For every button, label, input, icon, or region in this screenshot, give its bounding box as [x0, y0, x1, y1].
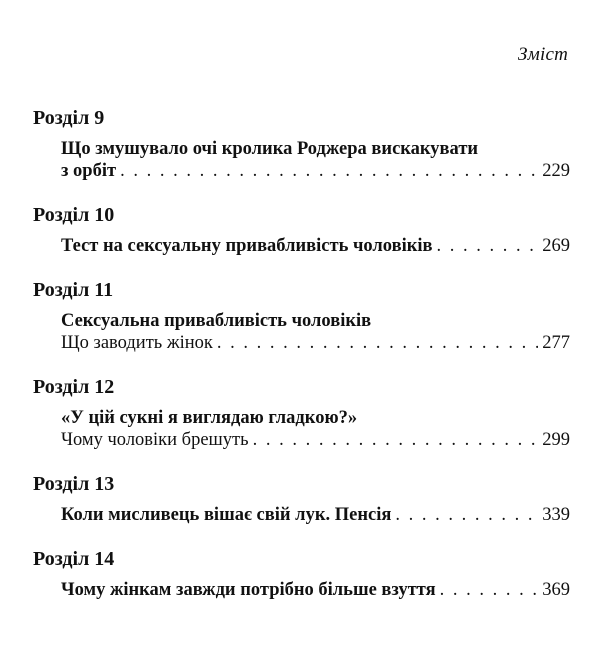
entry-subtitle: Чому чоловіки брешуть: [61, 430, 249, 450]
entry-title-line: Чому жінкам завжди потрібно більше взуття: [61, 580, 436, 600]
toc-entry[interactable]: [61, 138, 570, 182]
chapter-label: Розділ 12: [33, 376, 115, 398]
running-head: Зміст: [518, 44, 568, 65]
toc-entry[interactable]: [61, 407, 570, 451]
page-number: 269: [542, 236, 570, 256]
entry-leader-line: [61, 160, 570, 182]
toc-chapter-12: [33, 375, 570, 451]
entry-title-line: Коли мисливець вішає свій лук. Пенсія: [61, 505, 392, 525]
page-number: 369: [542, 580, 570, 600]
dot-leader: [253, 429, 539, 451]
dot-leader: [437, 235, 539, 257]
entry-leader-line: [61, 429, 570, 451]
entry-title-line: з орбіт: [61, 161, 117, 181]
dot-leader: [120, 160, 538, 182]
entry-title-line: «У цій сукні я виглядаю гладкою?»: [61, 408, 358, 428]
toc-chapter-9: [33, 106, 570, 182]
dot-leader: [217, 332, 538, 354]
dot-leader: [395, 504, 538, 526]
entry-leader-line: [61, 579, 570, 601]
entry-leader-line: [61, 504, 570, 526]
chapter-label: Розділ 11: [33, 279, 114, 301]
page-number: 277: [542, 333, 570, 353]
toc-entry[interactable]: [61, 579, 570, 601]
page-number: 229: [542, 161, 570, 181]
toc-chapter-10: [33, 203, 570, 257]
entry-title-line: Що змушувало очі кролика Роджера вискакувати: [61, 139, 479, 159]
toc-chapter-14: [33, 547, 570, 601]
entry-subtitle: Що заводить жінок: [61, 333, 213, 353]
chapter-label: Розділ 13: [33, 473, 115, 495]
toc-entry[interactable]: [61, 310, 570, 354]
toc-entry[interactable]: [61, 504, 570, 526]
page-number: 299: [542, 430, 570, 450]
page-number: 339: [542, 505, 570, 525]
entry-leader-line: [61, 332, 570, 354]
entry-title-line: Сексуальна привабливість чоловіків: [61, 311, 372, 331]
toc-entry[interactable]: [61, 235, 570, 257]
dot-leader: [440, 579, 539, 601]
entry-leader-line: [61, 235, 570, 257]
toc-chapter-11: [33, 278, 570, 354]
chapter-label: Розділ 10: [33, 204, 115, 226]
toc-chapter-13: [33, 472, 570, 526]
entry-title-line: Тест на сексуальну привабливість чоловіків: [61, 236, 433, 256]
table-of-contents: [33, 106, 570, 622]
chapter-label: Розділ 14: [33, 548, 115, 570]
chapter-label: Розділ 9: [33, 107, 105, 129]
